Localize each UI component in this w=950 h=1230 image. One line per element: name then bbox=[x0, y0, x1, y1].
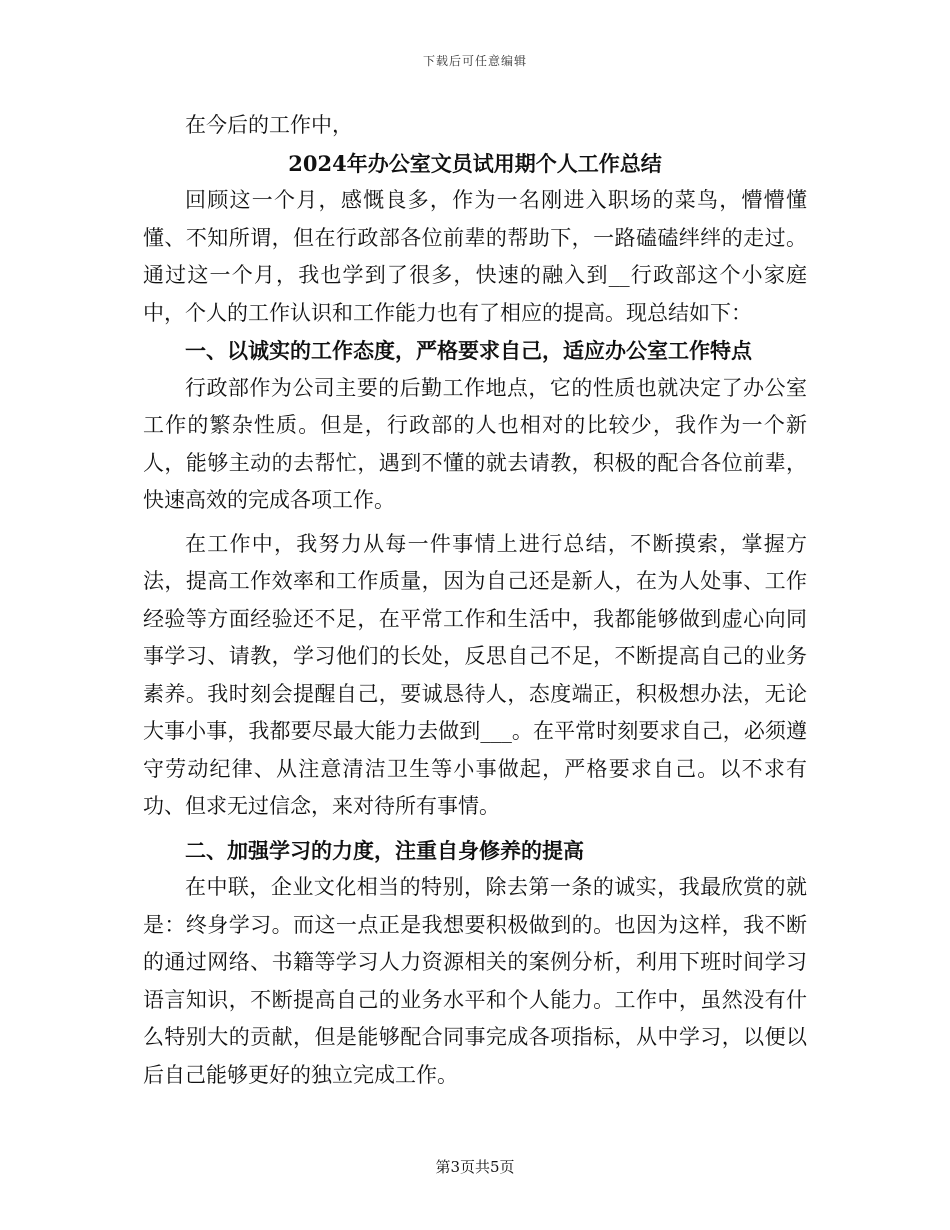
paragraph-work-summary: 在工作中，我努力从每一件事情上进行总结，不断摸索，掌握方法，提高工作效率和工作质量，因为自己还是新人，在为人处事、工作经验等方面经验还不足，在平常工作和生活中，我都能够做到虚心向同事学习、请教，学习他们的长处，反思自己不足，不断提高自己的业务素养。我时刻会提醒自己，要诚恳待人，态度端正，积极想办法，无论大事小事，我都要尽最大能力去做到___。在平常时刻要求自己，必须遵守劳动纪律、从注意清洁卫生等小事做起，严格要求自己。以不求有功、但求无过信念，来对待所有事情。 bbox=[143, 531, 807, 818]
document-title: 2024年办公室文员试用期个人工作总结 bbox=[288, 150, 662, 176]
paragraph-review: 回顾这一个月，感慨良多，作为一名刚进入职场的菜鸟，懵懵懂懂、不知所谓，但在行政部各位前辈的帮助下，一路磕磕绊绊的走过。通过这一个月，我也学到了很多，快速的融入到__行政部这个小家庭中，个人的工作认识和工作能力也有了相应的提高。现总结如下： bbox=[143, 188, 807, 325]
page-header: 下载后可任意编辑 bbox=[422, 54, 527, 68]
document-body bbox=[143, 107, 807, 1094]
section-heading-2: 二、加强学习的力度，注重自身修养的提高 bbox=[185, 837, 584, 863]
page-number: 第3页共5页 bbox=[435, 1158, 515, 1176]
paragraph-admin-dept: 行政部作为公司主要的后勤工作地点，它的性质也就决定了办公室工作的繁杂性质。但是，行政部的人也相对的比较少，我作为一个新人，能够主动的去帮忙，遇到不懂的就去请教，积极的配合各位前辈，快速高效的完成各项工作。 bbox=[143, 375, 807, 512]
intro-line: 在今后的工作中， bbox=[185, 113, 353, 137]
paragraph-learning: 在中联，企业文化相当的特别，除去第一条的诚实，我最欣赏的就是：终身学习。而这一点正是我想要积极做到的。也因为这样，我不断的通过网络、书籍等学习人力资源相关的案例分析，利用下班时间学习语言知识，不断提高自己的业务水平和个人能力。工作中，虽然没有什么特别大的贡献，但是能够配合同事完成各项指标，从中学习，以便以后自己能够更好的独立完成工作。 bbox=[143, 875, 807, 1087]
section-heading-1: 一、以诚实的工作态度，严格要求自己，适应办公室工作特点 bbox=[185, 338, 752, 363]
